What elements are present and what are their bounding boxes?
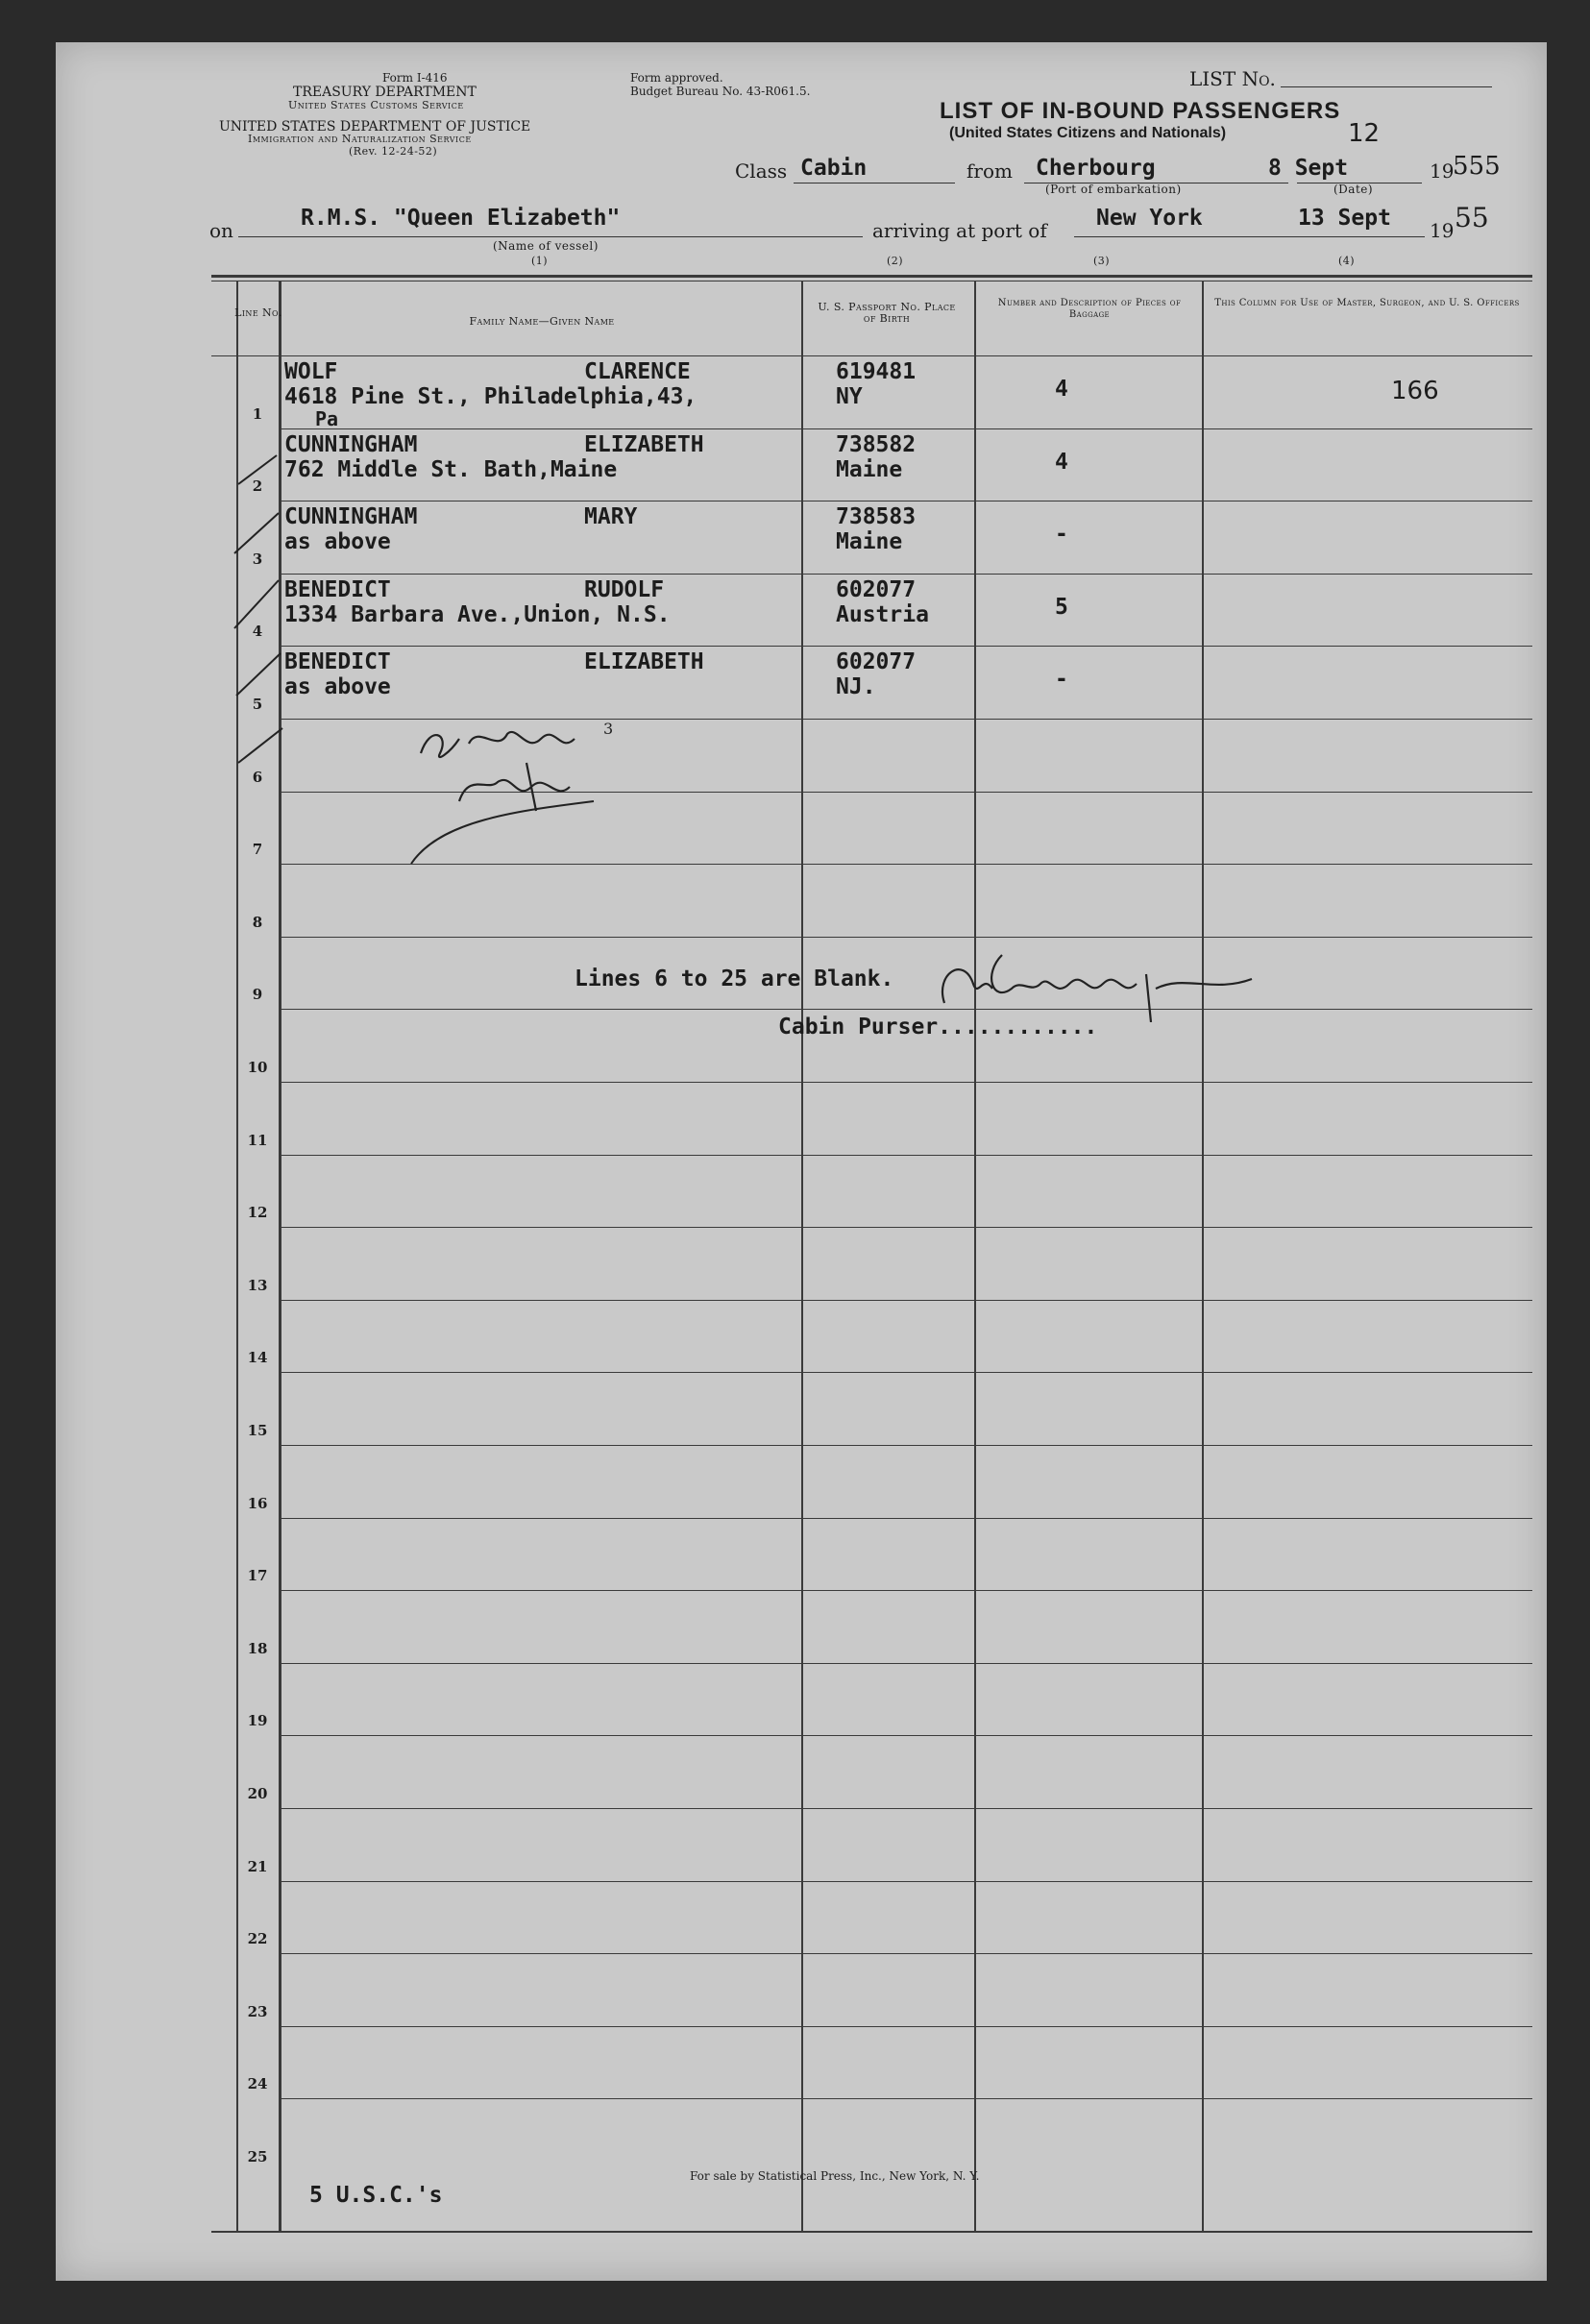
col-header-line-no: Line No. (234, 306, 282, 319)
form-id: Form I-416 (382, 71, 448, 85)
table-bottom-border (211, 2231, 1532, 2233)
line-number: 5 (252, 696, 263, 713)
list-no-label: LIST No. (1189, 67, 1276, 90)
document-title: LIST OF IN-BOUND PASSENGERS (940, 98, 1341, 124)
vessel-caption: (Name of vessel) (493, 239, 599, 253)
line-number: 7 (252, 841, 263, 859)
row-divider (279, 1735, 1532, 1736)
manifest-page (56, 42, 1547, 2281)
arrival-port: New York (1096, 206, 1203, 231)
row-divider (279, 937, 1532, 938)
justice-dept: UNITED STATES DEPARTMENT OF JUSTICE (219, 119, 531, 135)
baggage-count: 4 (1055, 449, 1068, 475)
family-name: BENEDICT (284, 649, 391, 675)
ins-service: Immigration and Naturalization Service (248, 133, 472, 145)
line-number: 1 (252, 404, 263, 423)
line-number: 21 (247, 1857, 268, 1875)
row-divider (279, 574, 1532, 575)
row-divider (279, 1009, 1532, 1010)
arrival-year-prefix: 19 (1430, 219, 1455, 242)
row-divider (279, 1590, 1532, 1591)
arrival-date: 13 Sept (1298, 206, 1391, 231)
year-prefix: 19 (1430, 159, 1455, 183)
line-number: 19 (247, 1712, 268, 1730)
list-no-value: 12 (1348, 119, 1381, 148)
table-top-border (211, 275, 1532, 278)
row-divider (279, 1881, 1532, 1882)
row-divider (279, 2098, 1532, 2099)
vessel-line (238, 236, 863, 237)
arrival-year: 55 (1455, 202, 1489, 233)
date-value: 8 Sept (1268, 156, 1349, 181)
row-divider (279, 1372, 1532, 1373)
place-of-birth: NY (836, 384, 863, 409)
passenger-count: 5 U.S.C.'s (309, 2183, 443, 2208)
line-number: 16 (247, 1494, 268, 1512)
official-number: 166 (1391, 377, 1439, 405)
line-number: 13 (247, 1276, 268, 1294)
line-number: 22 (247, 1930, 268, 1948)
line-number: 20 (247, 1785, 268, 1802)
col-num-4: (4) (1338, 255, 1356, 267)
given-name: ELIZABETH (584, 431, 704, 457)
arrival-line (1074, 236, 1425, 237)
row-divider (279, 1082, 1532, 1083)
header-bottom-border (211, 355, 1532, 356)
line-number: 14 (247, 1349, 268, 1367)
on-label: on (209, 219, 233, 242)
line-number: 3 (252, 550, 263, 568)
col-header-officers: This Column for Use of Master, Surgeon, and U. S. Officers (1214, 298, 1520, 308)
row-divider (279, 1953, 1532, 1954)
given-name: ELIZABETH (584, 649, 704, 675)
line-number: 2 (252, 477, 263, 496)
customs-service: United States Customs Service (288, 99, 464, 111)
baggage-count: 4 (1055, 377, 1068, 402)
family-name: CUNNINGHAM (284, 504, 418, 530)
passport-number: 619481 (836, 359, 917, 384)
line-number: 24 (247, 2075, 268, 2093)
given-name: CLARENCE (584, 359, 691, 384)
col-header-name: Family Name—Given Name (469, 315, 615, 328)
row-divider (279, 1445, 1532, 1446)
address: as above (284, 674, 391, 700)
row-divider (279, 1808, 1532, 1809)
check-marks (209, 398, 306, 801)
col-num-3: (3) (1093, 255, 1111, 267)
treasury-dept: TREASURY DEPARTMENT (293, 85, 477, 100)
from-label: from (966, 159, 1013, 183)
port-embark-caption: (Port of embarkation) (1045, 183, 1182, 196)
date-caption: (Date) (1333, 183, 1374, 196)
place-of-birth: Austria (836, 601, 929, 627)
passport-number: 738583 (836, 504, 917, 530)
col-num-1: (1) (531, 255, 549, 267)
line-number: 12 (247, 1204, 268, 1222)
cabin-purser: Cabin Purser............ (778, 1015, 1098, 1040)
list-no-line (1281, 86, 1492, 87)
line-number: 23 (247, 2002, 268, 2020)
place-of-birth: Maine (836, 456, 903, 482)
line-number: 4 (252, 623, 263, 641)
vessel-name: R.M.S. "Queen Elizabeth" (301, 206, 621, 231)
arriving-label: arriving at port of (872, 219, 1047, 242)
line-number: 11 (247, 1131, 268, 1149)
row-divider (279, 1518, 1532, 1519)
row-divider (279, 1663, 1532, 1664)
address-line-2: Pa (315, 407, 339, 430)
row-divider (279, 428, 1532, 429)
document-subtitle: (United States Citizens and Nationals) (949, 125, 1227, 141)
form-approved: Form approved. (630, 71, 723, 85)
col-num-2: (2) (887, 255, 904, 267)
row-divider (279, 1300, 1532, 1301)
line-number: 17 (247, 1567, 268, 1585)
row-divider (279, 1155, 1532, 1156)
from-value: Cherbourg (1036, 156, 1156, 181)
baggage-count: 5 (1055, 594, 1068, 620)
line-number: 9 (252, 986, 263, 1004)
passport-number: 738582 (836, 431, 917, 457)
year-value: 555 (1453, 152, 1501, 181)
col-header-baggage: Number and Description of Pieces of Baggage (997, 298, 1182, 320)
row-divider (279, 2026, 1532, 2027)
row-divider (279, 646, 1532, 647)
printer-note: For sale by Statistical Press, Inc., New York, N. Y. (690, 2169, 980, 2183)
family-name: WOLF (284, 359, 338, 384)
address: 1334 Barbara Ave.,Union, N.S. (284, 601, 671, 627)
class-value: Cabin (800, 156, 868, 181)
line-number: 15 (247, 1422, 268, 1439)
baggage-count: - (1055, 667, 1068, 693)
line-number: 6 (252, 768, 263, 786)
purser-signature (925, 936, 1271, 1022)
budget-bureau: Budget Bureau No. 43-R061.5. (630, 85, 811, 98)
family-name: CUNNINGHAM (284, 431, 418, 457)
baggage-count: - (1055, 522, 1068, 548)
row-divider (279, 1227, 1532, 1228)
address: as above (284, 529, 391, 555)
place-of-birth: NJ. (836, 674, 876, 700)
line-number: 8 (252, 913, 263, 931)
class-label: Class (735, 159, 788, 183)
blank-lines-note: Lines 6 to 25 are Blank. (575, 966, 894, 991)
passport-number: 602077 (836, 649, 917, 675)
place-of-birth: Maine (836, 529, 903, 555)
revision: (Rev. 12-24-52) (349, 145, 438, 158)
line-number: 10 (247, 1059, 268, 1076)
line-number: 25 (247, 2148, 268, 2165)
address: 4618 Pine St., Philadelphia,43, (284, 384, 697, 409)
inspector-signature (402, 696, 651, 878)
col-header-passport: U. S. Passport No. Place of Birth (818, 301, 956, 325)
given-name: RUDOLF (584, 576, 665, 602)
given-name: MARY (584, 504, 638, 530)
passport-number: 602077 (836, 576, 917, 602)
line-number: 18 (247, 1639, 268, 1657)
family-name: BENEDICT (284, 576, 391, 602)
svg-text:3: 3 (603, 720, 614, 738)
address: 762 Middle St. Bath,Maine (284, 456, 618, 482)
